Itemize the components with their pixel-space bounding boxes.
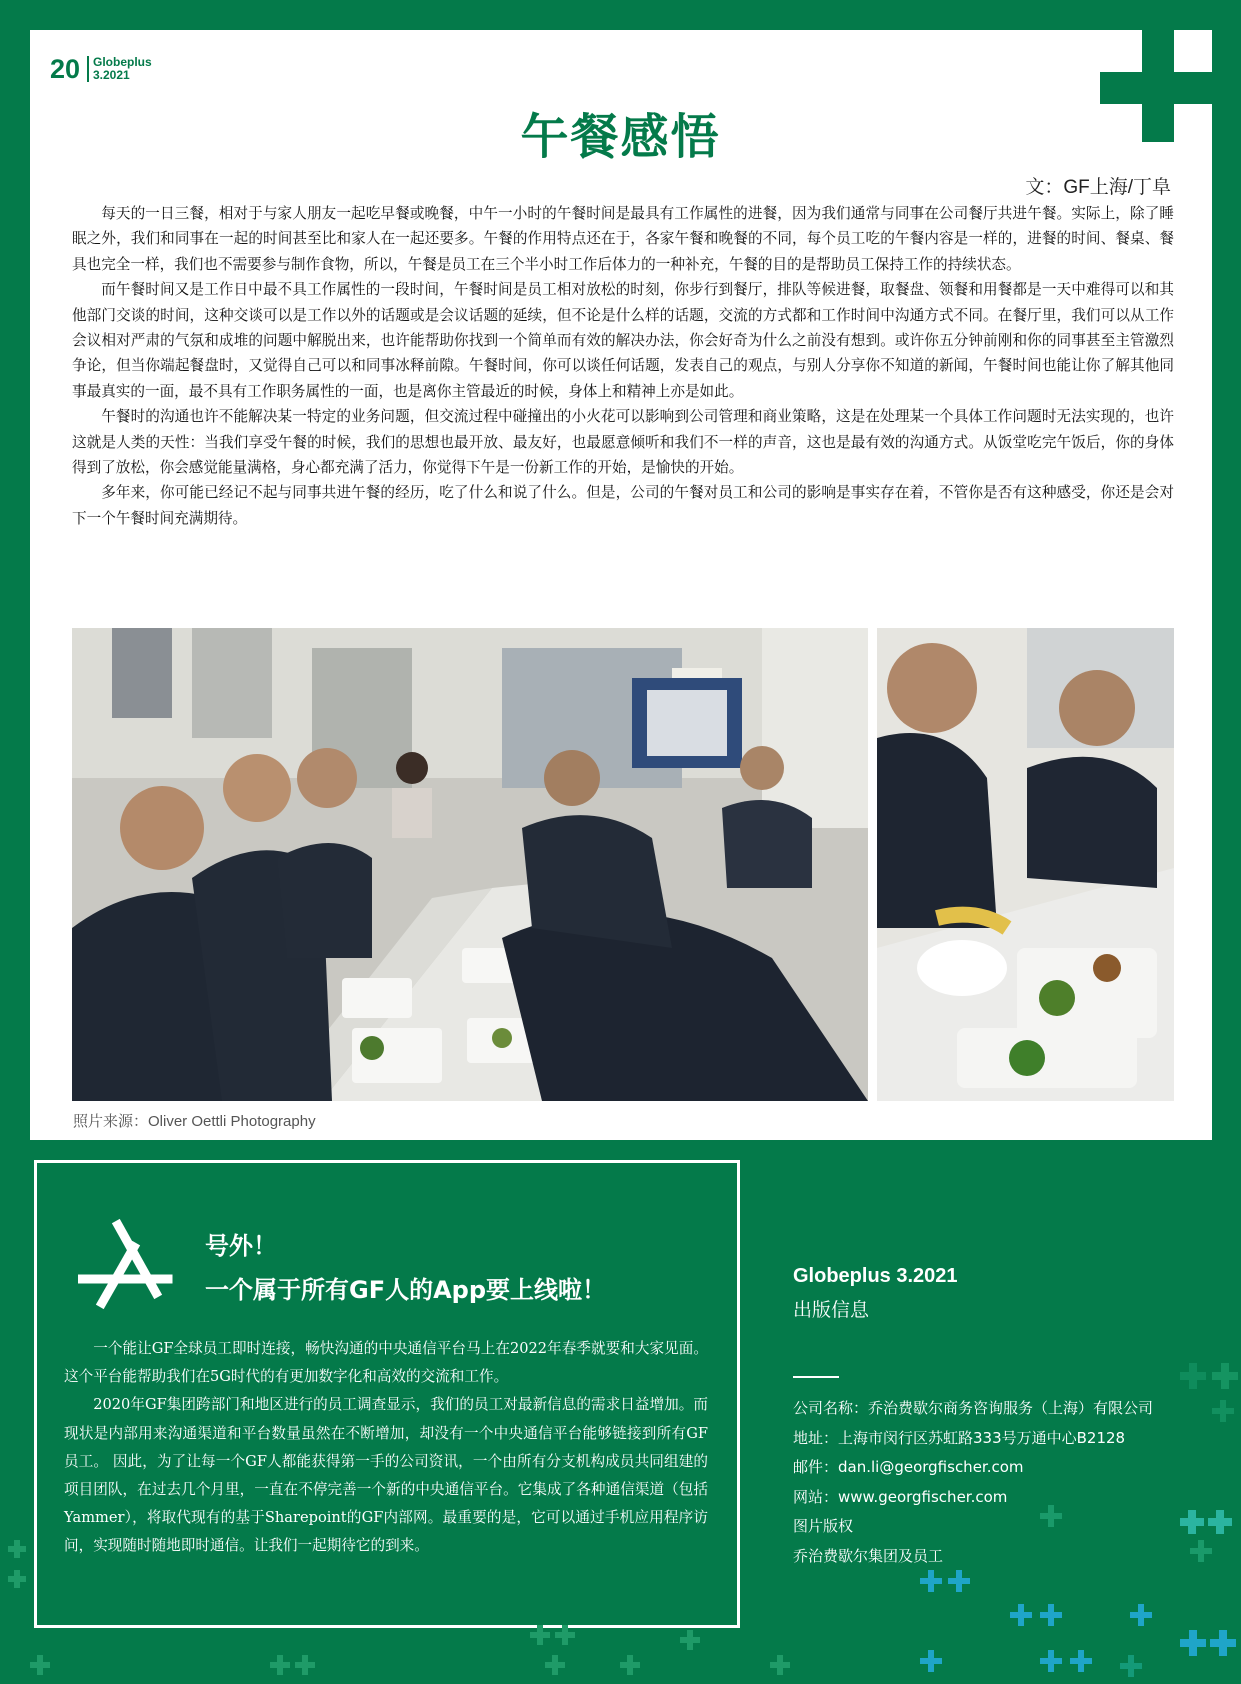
publication-issue: 3.2021 xyxy=(93,68,130,82)
header-divider xyxy=(87,56,89,82)
plus-decoration-icon xyxy=(1190,1540,1212,1562)
imprint-copyright-label: 图片版权 xyxy=(793,1517,854,1535)
plus-decoration-icon xyxy=(1010,1604,1032,1626)
app-store-icon xyxy=(78,1215,174,1311)
plus-decoration-icon xyxy=(530,1625,550,1645)
imprint-website: 网站：www.georgfischer.com xyxy=(793,1487,1008,1506)
publication-name: Globeplus xyxy=(93,55,152,69)
photo-caption: 照片来源：Oliver Oettli Photography xyxy=(73,1113,316,1130)
imprint-address: 地址：上海市闵行区苏虹路333号万通中心B2128 xyxy=(793,1428,1126,1447)
plus-decoration-icon xyxy=(1070,1650,1092,1672)
plus-decoration-icon xyxy=(270,1655,290,1675)
imprint-details xyxy=(793,1394,1153,1571)
imprint-copyright-holder: 乔治费歇尔集团及员工 xyxy=(793,1546,944,1565)
plus-decoration-icon xyxy=(920,1650,942,1672)
page-number: 20 xyxy=(50,54,81,84)
plus-decoration-icon xyxy=(920,1570,942,1592)
plus-decoration-icon xyxy=(1212,1363,1238,1389)
plus-decoration-icon xyxy=(620,1655,640,1675)
plus-decoration-icon xyxy=(1040,1650,1062,1672)
plus-decoration-icon xyxy=(295,1655,315,1675)
plus-decoration-icon xyxy=(545,1655,565,1675)
plus-decoration-icon xyxy=(1040,1505,1062,1527)
article-body xyxy=(72,201,1174,531)
plus-decoration-icon xyxy=(770,1655,790,1675)
imprint-title: Globeplus 3.2021 xyxy=(793,1265,958,1287)
plus-decoration-icon xyxy=(1180,1363,1206,1389)
announcement-heading: 一个属于所有GF人的App要上线啦！ xyxy=(205,1276,607,1304)
article-paragraph: 每天的一日三餐，相对于与家人朋友一起吃早餐或晚餐，中午一小时的午餐时间是最具有工作属性的进餐，因为我们通常与同事在公司餐厅共进午餐。实际上，除了睡眠之外，我们和同事在一起的时间甚至比和家人在一起还要多。午餐的作用特点还在于，各家午餐和晚餐的不同，每个员工吃的午餐内容是一样的，进餐的时间、餐桌、餐具也完全一样，我们也不需要参与制作食物，所以，午餐是员工在三个半小时工作后体力的一种补充，午餐的目的是帮助员工保持工作的持续状态。 xyxy=(72,205,1174,273)
plus-decoration-icon xyxy=(30,1655,50,1675)
plus-decoration-icon xyxy=(1130,1604,1152,1626)
announcement-paragraph: 2020年GF集团跨部门和地区进行的员工调查显示，我们的员工对最新信息的需求日益增加。而现状是内部用来沟通渠道和平台数量虽然在不断增加，却没有一个中央通信平台能够链接到所有GF员工。 因此，为了让每一个GF人都能获得第一手的公司资讯，一个由所有分支机构成员共同组建的项目团队，在过去几个月里，一直在不停完善一个新的中央通信平台。它集成了各种通信渠道（包括Yammer），将取代现有的基于Sharepoint的GF内部网。最重要的是，它可以通过手机应用程序访问，实现随时随地即时通信。让我们一起期待它的到来。 xyxy=(64,1396,708,1555)
imprint-company: 公司名称：乔治费歇尔商务咨询服务（上海）有限公司 xyxy=(793,1399,1154,1417)
article-title: 午餐感悟 xyxy=(520,109,721,165)
plus-decoration-icon xyxy=(1180,1510,1204,1534)
announcement-body xyxy=(64,1335,708,1561)
article-paragraph: 而午餐时间又是工作日中最不具工作属性的一段时间，午餐时间是员工相对放松的时刻，你步行到餐厅，排队等候进餐，取餐盘、领餐和用餐都是一天中难得可以和其他部门交谈的时间，这种交谈可以是工作以外的话题或是会议话题的延续，但不论是什么样的话题，交流的方式都和工作时间中沟通方式不同。在餐厅里，我们可以从工作会议相对严肃的气氛和成堆的问题中解脱出来，也许能帮助你找到一个简单而有效的解决办法，你会好奇为什么之前没有想到。或许你五分钟前刚和你的同事甚至主管激烈争论，但当你端起餐盘时，又觉得自己可以和同事冰释前隙。午餐时间，你可以谈任何话题，发表自己的观点，与别人分享你不知道的新闻，午餐时间也能让你了解其他同事最真实的一面，最不具有工作职务属性的一面，也是离你主管最近的时候，身体上和精神上亦是如此。 xyxy=(72,281,1174,400)
article-paragraph: 多年来，你可能已经记不起与同事共进午餐的经历，吃了什么和说了什么。但是，公司的午餐对员工和公司的影响是事实存在着，不管你是否有这种感受，你还是会对下一个午餐时间充满期待。 xyxy=(72,484,1174,527)
plus-decoration-icon xyxy=(1210,1630,1236,1656)
announcement-kicker: 号外！ xyxy=(205,1232,277,1260)
canteen-lunch-photo xyxy=(72,628,868,1101)
plus-decoration-icon xyxy=(8,1570,26,1588)
plus-decoration-icon xyxy=(680,1630,700,1650)
plus-decoration-icon xyxy=(1180,1630,1206,1656)
article-paragraph: 午餐时的沟通也许不能解决某一特定的业务问题，但交流过程中碰撞出的小火花可以影响到公司管理和商业策略，这是在处理某一个具体工作问题时无法实现的，也许这就是人类的天性：当我们享受午餐的时候，我们的思想也最开放、最友好，也最愿意倾听和我们不一样的声音，这也是最有效的沟通方式。从饭堂吃完午饭后，你的身体得到了放松，你会感觉能量满格，身心都充满了活力，你觉得下午是一份新工作的开始，是愉快的开始。 xyxy=(72,408,1174,477)
plus-decoration-icon xyxy=(8,1540,26,1558)
plus-decoration-icon xyxy=(1120,1655,1142,1677)
article-byline: 文：GF上海/丁阜 xyxy=(1025,177,1171,198)
plus-decoration-icon xyxy=(1208,1510,1232,1534)
announcement-paragraph: 一个能让GF全球员工即时连接，畅快沟通的中央通信平台马上在2022年春季就要和大家见面。这个平台能帮助我们在5G时代的有更加数字化和高效的交流和工作。 xyxy=(64,1340,708,1386)
colleagues-lunch-photo xyxy=(877,628,1174,1101)
plus-decoration-icon xyxy=(1212,1400,1234,1422)
plus-decoration-icon xyxy=(1040,1604,1062,1626)
imprint-divider xyxy=(793,1376,839,1378)
imprint-subtitle: 出版信息 xyxy=(793,1299,870,1321)
plus-decoration-icon xyxy=(555,1625,575,1645)
imprint-email: 邮件：dan.li@georgfischer.com xyxy=(793,1458,1024,1476)
plus-decoration-icon xyxy=(948,1570,970,1592)
